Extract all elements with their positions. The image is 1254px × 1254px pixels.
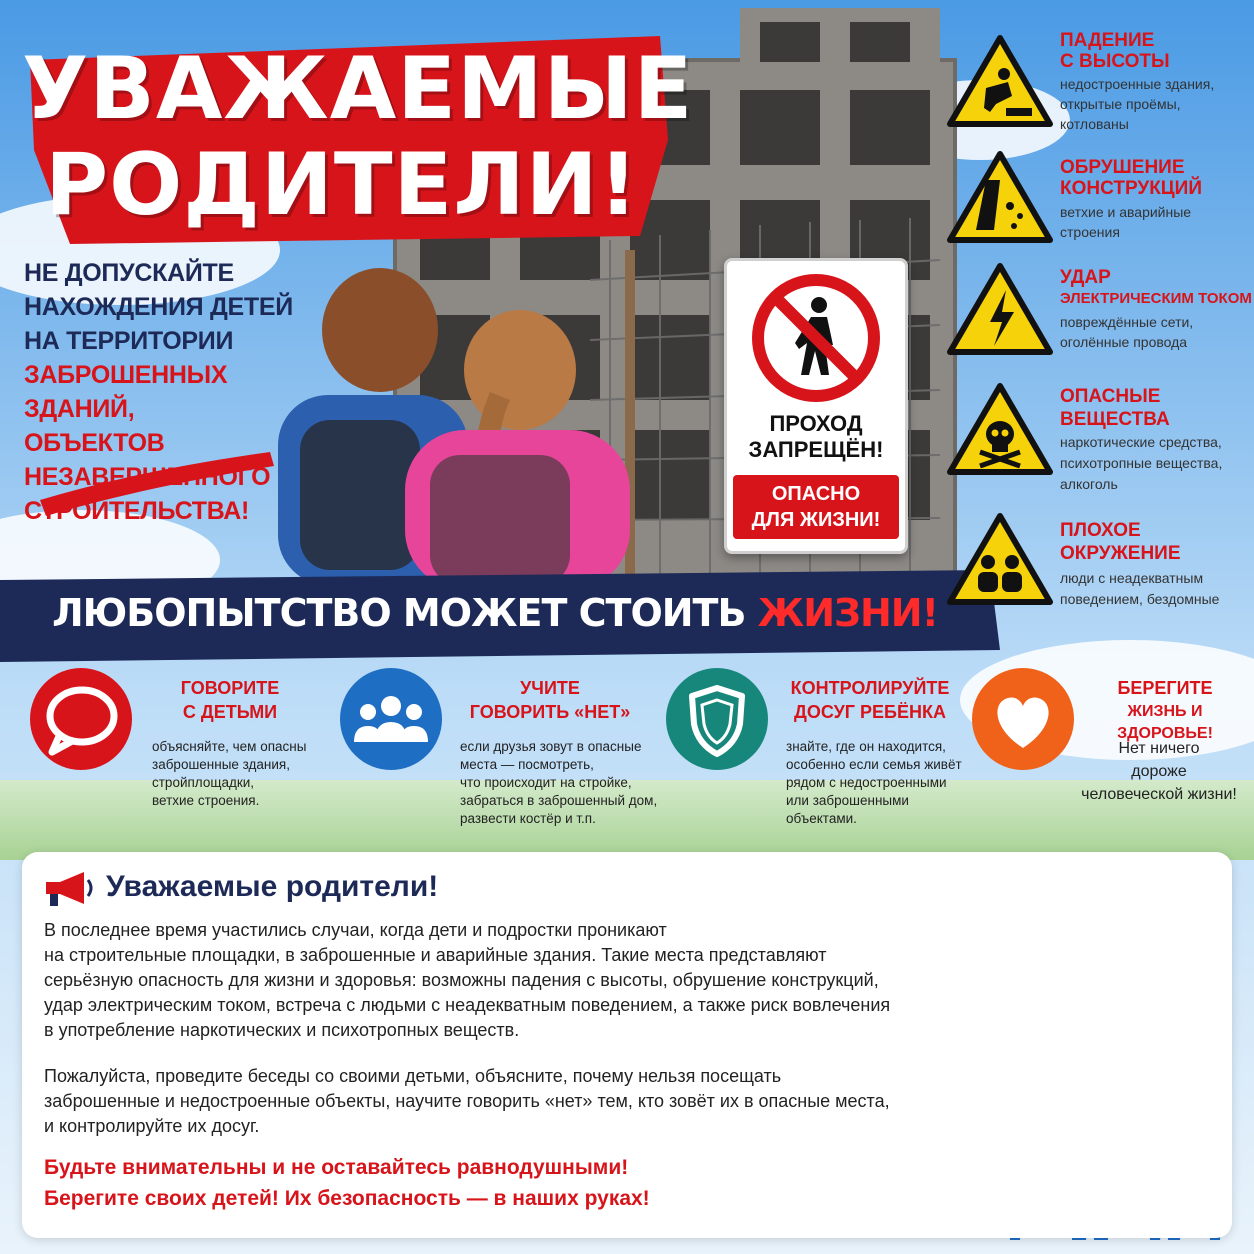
- letter-line: удар электрическим током, встреча с людьми с неадекватным поведением, а также риск вовлечения: [44, 995, 891, 1015]
- banner-text: ЛЮБОПЫТСТВО МОЖЕТ СТОИТЬ: [52, 591, 758, 635]
- advice-desc-line: места — посмотреть,: [460, 757, 594, 772]
- advice-desc-line: заброшенные здания,: [152, 757, 290, 772]
- advice-desc: [460, 738, 660, 828]
- letter-line: в употребление наркотических и психотропных веществ.: [44, 1020, 520, 1040]
- advice-desc: [786, 738, 976, 828]
- warning-text: [24, 256, 324, 528]
- skull-icon: [946, 382, 1054, 478]
- hazard-desc: котлованы: [1060, 116, 1129, 132]
- letter-line: В последнее время участились случаи, когда дети и подростки проникают: [44, 920, 667, 940]
- sign-danger1: ОПАСНО: [771, 483, 861, 505]
- electric-shock-icon: [946, 262, 1054, 358]
- heart-icon: [972, 668, 1074, 770]
- advice-desc: [1070, 737, 1248, 806]
- hazard-desc: поведением, бездомные: [1060, 591, 1220, 607]
- hazard-desc: повреждённые сети,: [1060, 314, 1194, 330]
- hazard-desc: оголённые провода: [1060, 334, 1188, 350]
- hazard-title: ОКРУЖЕНИЕ: [1060, 543, 1181, 564]
- hazard-desc: наркотические средства,: [1060, 434, 1222, 450]
- advice-circle: [340, 668, 442, 770]
- group-icon: [340, 668, 442, 770]
- warning-line: НАХОЖДЕНИЯ ДЕТЕЙ: [24, 293, 293, 321]
- collapse-icon: [946, 150, 1054, 246]
- hazard-desc: недостроенные здания,: [1060, 76, 1215, 92]
- advice-circle: [666, 668, 768, 770]
- shield-icon: [666, 668, 768, 770]
- advice-title: ГОВОРИТЬ «НЕТ»: [469, 702, 631, 722]
- warning-line: ЗАБРОШЕННЫХ ЗДАНИЙ,: [24, 361, 228, 423]
- advice-desc-line: дороже: [1131, 763, 1187, 780]
- hazard-title: КОНСТРУКЦИЙ: [1060, 178, 1202, 199]
- advice-desc-line: рядом с недостроенными: [786, 775, 947, 790]
- headline: [22, 38, 694, 244]
- headline-line1: УВАЖАЕМЫЕ: [22, 39, 694, 139]
- hazard-title: ПАДЕНИЕ: [1060, 30, 1155, 51]
- hazard-title: С ВЫСОТЫ: [1060, 51, 1170, 72]
- advice-desc-line: стройплощадки,: [152, 775, 255, 790]
- falling-person-icon: [946, 34, 1054, 130]
- hazard-desc: ветхие и аварийные: [1060, 204, 1192, 220]
- closing-line: Будьте внимательны и не оставайтесь равнодушными!: [44, 1156, 629, 1179]
- hazard-desc: открытые проёмы,: [1060, 96, 1181, 112]
- advice-title: ЖИЗНЬ И ЗДОРОВЬЕ!: [1117, 703, 1213, 742]
- letter-title: Уважаемые родители!: [106, 870, 439, 903]
- banner-accent: ЖИЗНИ!: [757, 591, 938, 635]
- hazard-title: ВЕЩЕСТВА: [1060, 409, 1170, 430]
- hazard-desc: строения: [1060, 224, 1120, 240]
- hazard-title: УДАР: [1060, 267, 1111, 288]
- letter-line: на строительные площадки, в заброшенные и аварийные здания. Такие места представляют: [44, 945, 827, 965]
- letter-line: серьёзную опасность для жизни и здоровья: возможны падения с высоты, обрушение конструкций,: [44, 970, 879, 990]
- hazard-title: ОПАСНЫЕ: [1060, 386, 1161, 407]
- letter-paragraph: [44, 918, 1014, 1043]
- advice-title: УЧИТЕ: [520, 678, 580, 698]
- letter-line: заброшенные и недостроенные объекты, научите говорить «нет» тем, кто зовёт их в опасные места,: [44, 1091, 890, 1111]
- advice-circle: [30, 668, 132, 770]
- advice-desc-line: объясняйте, чем опасны: [152, 739, 307, 754]
- warning-line: НЕЗАВЕРШЕННОГО: [24, 463, 271, 491]
- advice-title: БЕРЕГИТЕ: [1117, 678, 1213, 698]
- advice-desc-line: знайте, где он находится,: [786, 739, 946, 754]
- advice-title: С ДЕТЬМИ: [182, 702, 278, 722]
- headline-line2: РОДИТЕЛИ!: [45, 135, 639, 235]
- hazard-desc: алкоголь: [1060, 476, 1118, 492]
- no-pedestrian-icon: [749, 271, 883, 405]
- letter-paragraph: [44, 1064, 1014, 1139]
- advice-circle: [972, 668, 1074, 770]
- letter-line: и контролируйте их досуг.: [44, 1116, 260, 1136]
- megaphone-icon: [40, 868, 96, 908]
- advice-desc-line: человеческой жизни!: [1081, 786, 1237, 803]
- advice-desc-line: забраться в заброшенный дом,: [460, 793, 658, 808]
- advice-desc-line: развести костёр и т.п.: [460, 811, 596, 826]
- warning-line: ОБЪЕКТОВ: [24, 429, 165, 457]
- closing-line: Берегите своих детей! Их безопасность — в наших руках!: [44, 1187, 650, 1210]
- sign-line1: ПРОХОД: [769, 411, 863, 436]
- warning-line: НЕ ДОПУСКАЙТЕ: [24, 259, 234, 287]
- warning-line: СТРОИТЕЛЬСТВА!: [24, 497, 249, 525]
- advice-desc-line: объектами.: [786, 811, 857, 826]
- advice-desc-line: особенно если семья живёт: [786, 757, 962, 772]
- letter-closing: [44, 1152, 944, 1214]
- advice-desc: [152, 738, 332, 810]
- advice-title: ГОВОРИТЕ: [180, 678, 280, 698]
- speech-bubble-icon: [30, 668, 132, 770]
- advice-desc-line: ветхие строения.: [152, 793, 260, 808]
- hazard-title: ПЛОХОЕ: [1060, 520, 1141, 541]
- warning-line: НА ТЕРРИТОРИИ: [24, 327, 234, 355]
- sign-danger2: ДЛЯ ЖИЗНИ!: [751, 509, 881, 531]
- advice-desc-line: Нет ничего: [1118, 740, 1200, 757]
- hazard-desc: люди с неадекватным: [1060, 570, 1204, 586]
- advice-desc-line: или заброшенными: [786, 793, 909, 808]
- hazard-desc: психотропные вещества,: [1060, 455, 1223, 471]
- advice-title: КОНТРОЛИРУЙТЕ: [790, 678, 950, 698]
- hazard-title: ОБРУШЕНИЕ: [1060, 157, 1185, 178]
- letter-line: Пожалуйста, проведите беседы со своими детьми, объясните, почему нельзя посещать: [44, 1066, 782, 1086]
- no-entry-sign: [724, 258, 908, 554]
- advice-title: ДОСУГ РЕБЁНКА: [794, 702, 946, 722]
- hazard-title: ЭЛЕКТРИЧЕСКИМ ТОКОМ: [1060, 290, 1252, 307]
- advice-desc-line: что происходит на стройке,: [460, 775, 632, 790]
- curiosity-banner: [0, 588, 990, 638]
- sign-line2: ЗАПРЕЩЁН!: [748, 437, 884, 462]
- advice-desc-line: если друзья зовут в опасные: [460, 739, 642, 754]
